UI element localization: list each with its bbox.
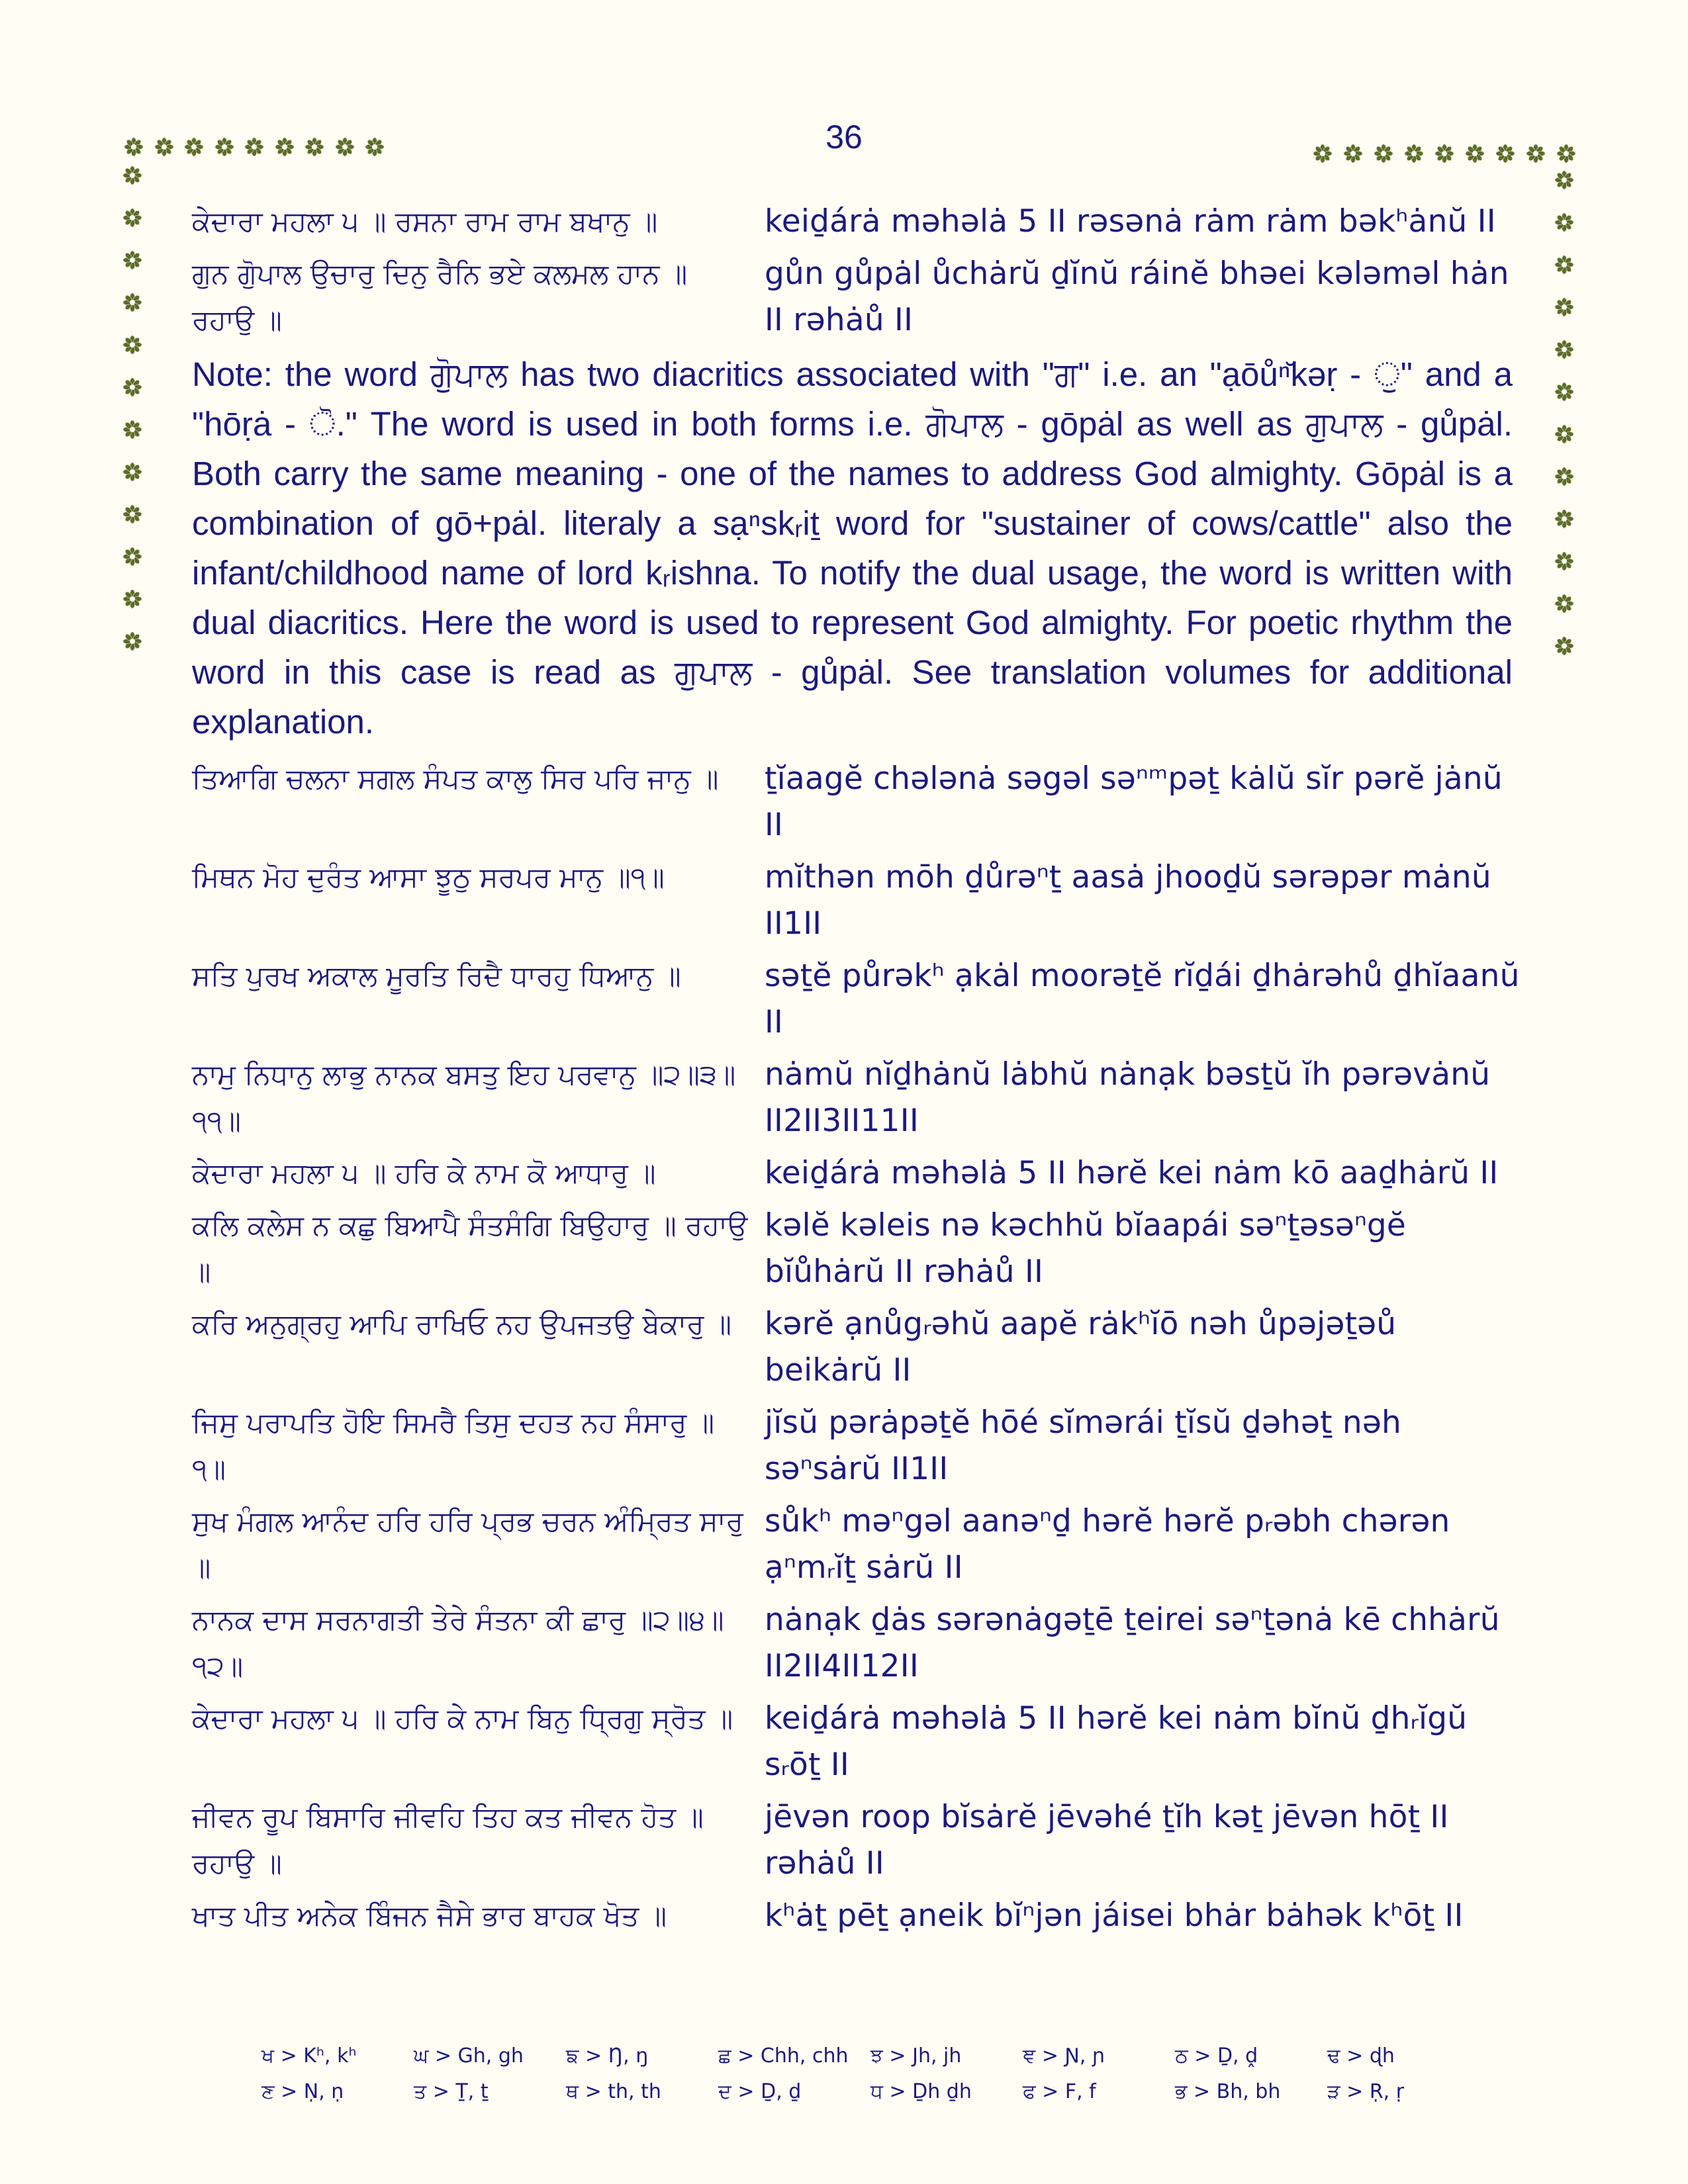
transliteration-line: nȧnạk ḏȧs sərənȧgəṯē ṯeirei səⁿṯənȧ kē chhȧrŭ II2II4II12II — [765, 1602, 1500, 1684]
legend-item — [1023, 2038, 1175, 2074]
flower-icon — [122, 420, 142, 439]
legend-gurmukhi: ਞ — [1023, 2044, 1036, 2068]
legend-roman: Gh, gh — [457, 2044, 524, 2068]
transliteration-line: keiḏárȧ məhəlȧ 5 II rəsənȧ rȧm rȧm bəkʰȧnŭ II — [765, 203, 1496, 240]
legend-roman: Ḏh ḏh — [912, 2080, 972, 2103]
legend-separator: > — [274, 2080, 304, 2103]
flower-icon — [1465, 144, 1485, 163]
flower-icon — [1313, 144, 1333, 163]
gurmukhi-line: ਜੀਵਨ ਰੂਪ ਬਿਸਾਰਿ ਜੀਵਹਿ ਤਿਹ ਕਤ ਜੀਵਨ ਹੋਤ ॥ ਰਹਾਉ ॥ — [192, 1801, 704, 1880]
legend-roman: Jh, jh — [912, 2044, 962, 2068]
explanatory-note: Note: the word ਗੋੁਪਾਲ has two diacritics associated with "ਗ" i.e. an "ạōůⁿ̆kəṛ - ੁ" and a "hōṛȧ - ੋ." The word is used in both forms i.e. ਗੋਪਾਲ - gōpȧl as well as ਗੁਪਾਲ - gůpȧl. Both carry the same meaning - one of the names to address God almighty. Gōpȧl is a combination of gō+pȧl. literaly a sạⁿskᵣiṯ word for "sustainer of cows/cattle" also the infant/childhood name of lord kᵣishna. To notify the dual usage, the word is written with dual diacritics. Here the word is used to represent God almighty. For poetic rhythm the word in this case is read as ਗੁਪਾਲ - gůpȧl. See translation volumes for additional explanation. — [192, 355, 1513, 741]
legend-separator: > — [1035, 2080, 1065, 2103]
legend-separator: > — [882, 2080, 913, 2103]
flower-icon — [122, 335, 142, 355]
legend-item — [870, 2074, 1023, 2110]
legend-separator: > — [1188, 2044, 1217, 2068]
legend-roman: Ɲ, ɲ — [1064, 2044, 1105, 2068]
legend-roman: Kʰ, kʰ — [303, 2044, 357, 2068]
legend-roman: Chh, chh — [760, 2044, 849, 2068]
flower-icon — [1495, 144, 1515, 163]
flower-icon — [1526, 144, 1546, 163]
verse-row — [192, 854, 1523, 947]
legend-item — [566, 2074, 718, 2110]
legend-item — [566, 2038, 718, 2074]
legend-item — [1327, 2074, 1479, 2110]
flower-icon — [1343, 144, 1363, 163]
legend-roman: Ḏ, ḏ — [761, 2080, 802, 2103]
transliteration-line: kʰȧṯ pēṯ ạneik bĭⁿjən jáisei bhȧr bȧhək kʰōṯ II — [765, 1897, 1464, 1934]
flower-icon — [122, 462, 142, 482]
flower-icon — [1554, 255, 1574, 275]
flower-icon — [335, 137, 355, 157]
verse-row — [192, 1301, 1523, 1394]
flower-icon — [1554, 636, 1574, 656]
gurmukhi-line: ਕੇਦਾਰਾ ਮਹਲਾ ੫ ॥ ਹਰਿ ਕੇ ਨਾਮ ਕੋ ਆਧਾਰੁ ॥ — [192, 1157, 656, 1189]
flower-icon — [122, 208, 142, 228]
gurmukhi-line: ਕੇਦਾਰਾ ਮਹਲਾ ੫ ॥ ਹਰਿ ਕੇ ਨਾਮ ਬਿਨੁ ਧ੍ਰਿਗੁ ਸ੍ਰੋਤ ॥ — [192, 1702, 733, 1735]
gurmukhi-line: ਕਲਿ ਕਲੇਸ ਨ ਕਛੁ ਬਿਆਪੈ ਸੰਤਸੰਗਿ ਬਿਉਹਾਰੁ ॥ ਰਹਾਉ ॥ — [192, 1209, 748, 1288]
transliteration-line: keiḏárȧ məhəlȧ 5 II hərĕ kei nȧm bĭnŭ ḏhᵣĭgŭ sᵣōṯ II — [765, 1700, 1468, 1783]
flower-icon — [122, 165, 142, 185]
verse-row — [192, 1400, 1523, 1492]
legend-item — [1175, 2038, 1327, 2074]
verse-list — [192, 756, 1523, 1939]
legend-item — [261, 2074, 414, 2110]
transliteration-line: səṯĕ půrəkʰ ạkȧl moorəṯĕ rĭḏái ḏhȧrəhů ḏhĭaanŭ II — [765, 958, 1520, 1040]
legend-item — [870, 2038, 1023, 2074]
transliteration-line: kəlĕ kəleis nə kəchhŭ bĭaapái səⁿṯəsəⁿgĕ bĭůhȧrŭ II rəhȧů II — [765, 1207, 1407, 1290]
gurmukhi-line: ਨਾਨਕ ਦਾਸ ਸਰਨਾਗਤੀ ਤੇਰੇ ਸੰਤਨਾ ਕੀ ਛਾਰੁ ॥੨॥੪॥੧੨॥ — [192, 1604, 724, 1682]
legend-gurmukhi: ਢ — [1327, 2044, 1340, 2068]
flower-icon — [122, 377, 142, 397]
legend-gurmukhi: ਦ — [718, 2080, 731, 2103]
verse-row — [192, 1203, 1523, 1295]
verse-row — [192, 1150, 1523, 1197]
legend-gurmukhi: ਖ — [261, 2044, 275, 2068]
legend-gurmukhi: ਣ — [261, 2080, 275, 2103]
legend-item — [1023, 2074, 1175, 2110]
transliteration-line: gůn gůpȧl ůchȧrŭ ḏĭnŭ ráinĕ bhəei kələməl hȧn II rəhȧů II — [765, 255, 1509, 338]
flower-icon — [122, 547, 142, 567]
legend-separator: > — [1035, 2044, 1065, 2068]
flower-icon — [122, 250, 142, 270]
legend-gurmukhi: ਧ — [870, 2080, 883, 2103]
flower-icon — [1554, 594, 1574, 614]
legend-separator: > — [731, 2080, 761, 2103]
gurmukhi-line: ਗੁਨ ਗੋੁਪਾਲ ਉਚਾਰੁ ਦਿਨੁ ਰੈਨਿ ਭਏ ਕਲਮਲ ਹਾਨ ॥ ਰਹਾਉ ॥ — [192, 257, 688, 336]
page-number: 36 — [825, 118, 863, 156]
transliteration-line: sůkʰ məⁿgəl aanəⁿḏ hərĕ hərĕ pᵣəbh chərən ạⁿmᵣĭṯ sȧrŭ II — [765, 1503, 1450, 1586]
legend-item — [414, 2074, 566, 2110]
flower-icon — [365, 137, 385, 157]
flower-icon — [122, 293, 142, 312]
flower-icon — [122, 589, 142, 609]
legend-separator: > — [1340, 2044, 1370, 2068]
flower-icon — [1434, 144, 1454, 163]
verse-row — [192, 953, 1523, 1046]
legend-row — [261, 2038, 1479, 2074]
verse-row — [192, 251, 1523, 343]
flower-icon — [1554, 467, 1574, 486]
page-content — [192, 199, 1523, 1945]
legend-separator: > — [579, 2080, 608, 2103]
flower-icon — [1554, 509, 1574, 529]
legend-gurmukhi: ਝ — [870, 2044, 883, 2068]
legend-item — [718, 2074, 870, 2110]
flower-icon — [184, 137, 204, 157]
legend-roman: F, f — [1064, 2080, 1096, 2103]
legend-separator: > — [1340, 2080, 1370, 2103]
flower-icon — [1554, 297, 1574, 317]
flower-icon — [275, 137, 295, 157]
verse-row — [192, 1052, 1523, 1144]
transliteration-line: mĭthən mōh ḏůrəⁿṯ aasȧ jhooḏŭ sərəpər mȧnŭ II1II — [765, 859, 1491, 942]
flower-icon — [122, 504, 142, 524]
legend-separator: > — [731, 2044, 761, 2068]
legend-roman: Ḏ, ḓ — [1217, 2044, 1258, 2068]
verse-row — [192, 1794, 1523, 1887]
verse-row — [192, 1893, 1523, 1939]
legend-separator: > — [426, 2080, 456, 2103]
gurmukhi-line: ਖਾਤ ਪੀਤ ਅਨੇਕ ਬਿੰਜਨ ਜੈਸੇ ਭਾਰ ਬਾਹਕ ਖੋਤ ॥ — [192, 1899, 667, 1932]
legend-row — [261, 2074, 1479, 2110]
flower-icon — [1554, 212, 1574, 232]
legend-gurmukhi: ਫ — [1023, 2080, 1036, 2103]
legend-gurmukhi: ਤ — [414, 2080, 427, 2103]
flower-icon — [1554, 551, 1574, 571]
legend-roman: Ŋ, ŋ — [608, 2044, 649, 2068]
flower-icon — [305, 137, 324, 157]
transliteration-line: ṯĭaagĕ chələnȧ səgəl səⁿᵐpəṯ kȧlŭ sĭr pərĕ jȧnŭ II — [765, 760, 1503, 843]
legend-gurmukhi: ਙ — [566, 2044, 579, 2068]
legend-separator: > — [882, 2044, 913, 2068]
transliteration-line: kərĕ ạnůgᵣəhŭ aapĕ rȧkʰĭō nəh ůpəjəṯəů beikȧrŭ II — [765, 1306, 1397, 1388]
legend-gurmukhi: ਠ — [1175, 2044, 1188, 2068]
gurmukhi-line: ਸਤਿ ਪੁਰਖ ਅਕਾਲ ਮੂਰਤਿ ਰਿਦੈ ਧਾਰਹੁ ਧਿਆਨੁ ॥ — [192, 960, 681, 992]
legend-item — [261, 2038, 414, 2074]
legend-roman: Ṛ, ṛ — [1369, 2080, 1405, 2103]
legend-separator: > — [579, 2044, 608, 2068]
transliteration-legend — [261, 2038, 1479, 2110]
flower-icon — [1374, 144, 1393, 163]
gurmukhi-line: ਸੁਖ ਮੰਗਲ ਆਨੰਦ ਹਰਿ ਹਰਿ ਪ੍ਰਭ ਚਰਨ ਅੰਮ੍ਰਿਤ ਸਾਰੁ ॥ — [192, 1505, 743, 1584]
flower-icon — [1556, 144, 1576, 163]
legend-gurmukhi: ਘ — [414, 2044, 429, 2068]
legend-roman: Ṇ, ṇ — [303, 2080, 344, 2103]
gurmukhi-line: ਮਿਥਨ ਮੋਹ ਦੁਰੰਤ ਆਸਾ ਝੂਠੁ ਸਰਪਰ ਮਾਨੁ ॥੧॥ — [192, 861, 665, 893]
verse-row — [192, 199, 1523, 245]
gurmukhi-line: ਨਾਮੁ ਨਿਧਾਨੁ ਲਾਭੁ ਨਾਨਕ ਬਸਤੁ ਇਹ ਪਰਵਾਨੁ ॥੨॥੩॥੧੧॥ — [192, 1058, 736, 1137]
legend-roman: th, th — [608, 2080, 661, 2103]
transliteration-line: keiḏárȧ məhəlȧ 5 II hərĕ kei nȧm kō aaḏhȧrŭ II — [765, 1155, 1499, 1191]
flower-icon — [124, 137, 144, 157]
flower-icon — [214, 137, 234, 157]
flower-icon — [1404, 144, 1424, 163]
flower-icon — [122, 631, 142, 651]
transliteration-line: jēvən roop bĭsȧrĕ jēvəhé ṯĭh kəṯ jēvən hōṯ II rəhȧů II — [765, 1799, 1449, 1882]
legend-gurmukhi: ਭ — [1175, 2080, 1188, 2103]
legend-roman: Ṯ, ṯ — [455, 2080, 489, 2103]
flower-icon — [1554, 340, 1574, 359]
legend-separator: > — [274, 2044, 304, 2068]
legend-item — [718, 2038, 870, 2074]
verse-row — [192, 1597, 1523, 1690]
gurmukhi-line: ਜਿਸੁ ਪਰਾਪਤਿ ਹੋਇ ਸਿਮਰੈ ਤਿਸੁ ਦਹਤ ਨਹ ਸੰਸਾਰੁ ॥੧॥ — [192, 1406, 715, 1485]
gurmukhi-line: ਕਰਿ ਅਨੁਗ੍ਰਹੁ ਆਪਿ ਰਾਖਿਓ ਨਹ ਉਪਜਤਉ ਬੇਕਾਰੁ ॥ — [192, 1308, 732, 1340]
flower-icon — [154, 137, 174, 157]
legend-roman: Bh, bh — [1216, 2080, 1281, 2103]
gurmukhi-line: ਤਿਆਗਿ ਚਲਨਾ ਸਗਲ ਸੰਪਤ ਕਾਲੁ ਸਿਰ ਪਰਿ ਜਾਨੁ ॥ — [192, 762, 719, 795]
legend-item — [414, 2038, 566, 2074]
flower-icon — [1554, 424, 1574, 444]
legend-separator: > — [428, 2044, 458, 2068]
legend-gurmukhi: ਛ — [718, 2044, 731, 2068]
legend-gurmukhi: ੜ — [1327, 2080, 1340, 2103]
gurmukhi-line: ਕੇਦਾਰਾ ਮਹਲਾ ੫ ॥ ਰਸਨਾ ਰਾਮ ਰਾਮ ਬਖਾਨੁ ॥ — [192, 205, 658, 238]
legend-separator: > — [1187, 2080, 1217, 2103]
flower-icon — [244, 137, 264, 157]
legend-roman: ɖh — [1369, 2044, 1395, 2068]
verse-row — [192, 1696, 1523, 1788]
transliteration-line: nȧmŭ nĭḏhȧnŭ lȧbhŭ nȧnạk bəsṯŭ ĭh pərəvȧnŭ II2II3II11II — [765, 1056, 1491, 1139]
flower-icon — [1554, 382, 1574, 402]
transliteration-line: jĭsŭ pərȧpəṯĕ hōé sĭmərái ṯĭsŭ ḏəhəṯ nəh səⁿsȧrŭ II1II — [765, 1404, 1402, 1487]
verse-row — [192, 1498, 1523, 1591]
verse-row — [192, 756, 1523, 848]
legend-item — [1175, 2074, 1327, 2110]
legend-item — [1327, 2038, 1479, 2074]
flower-icon — [1554, 170, 1574, 190]
legend-gurmukhi: ਥ — [566, 2080, 579, 2103]
